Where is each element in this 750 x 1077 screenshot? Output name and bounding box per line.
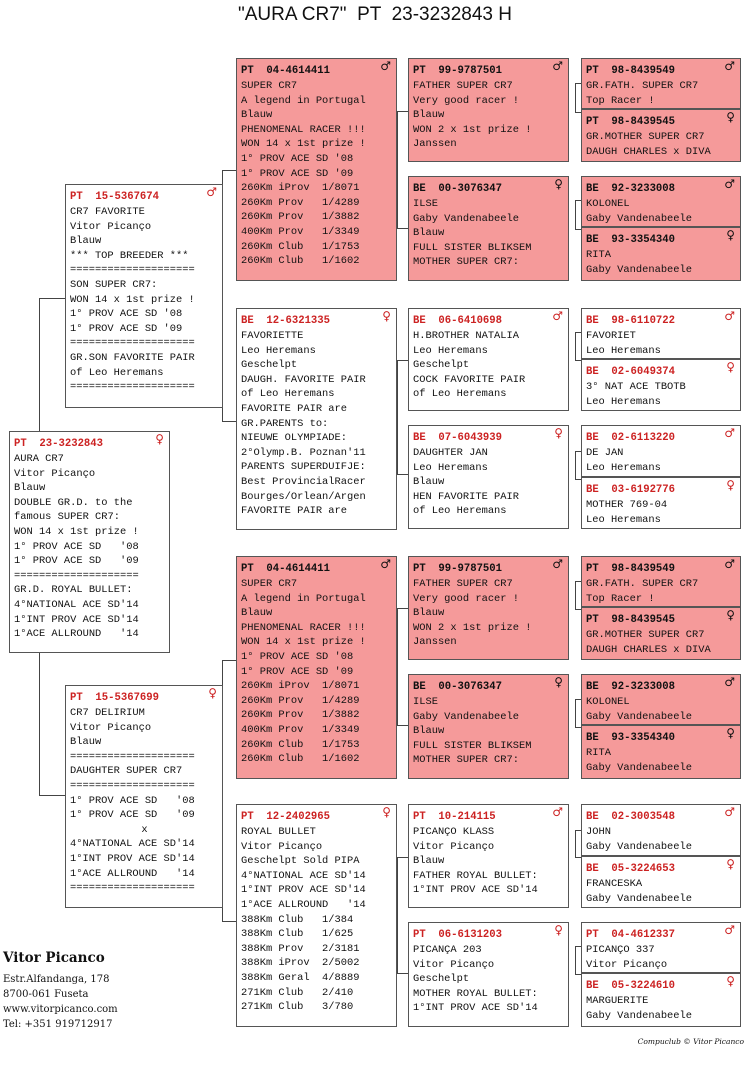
- ring-number: PT 98-8439549: [586, 65, 676, 77]
- pedigree-card-grandmother-super-cr7: [581, 109, 741, 162]
- connector-line: [397, 360, 408, 361]
- pedigree-card-grandmother-super-cr7: [581, 607, 741, 660]
- divider-line: ====================: [70, 381, 195, 394]
- card-line: 1°INT PROV ACE SD'14: [413, 884, 538, 897]
- female-symbol-icon: ♀: [726, 360, 735, 374]
- connector-line: [397, 111, 408, 112]
- ring-number: BE 98-6110722: [586, 315, 676, 327]
- card-line: Leo Heremans: [241, 344, 316, 357]
- card-line: Blauw: [413, 476, 445, 489]
- card-line: Blauw: [70, 235, 102, 248]
- card-line: Gaby Vandenabeele: [586, 840, 693, 853]
- male-symbol-icon: ♂: [724, 923, 735, 937]
- female-symbol-icon: ♀: [726, 974, 735, 988]
- card-line: 1°INT PROV ACE SD'14: [14, 613, 139, 626]
- card-line: Blauw: [413, 725, 445, 738]
- card-line: 1° PROV ACE SD '09: [241, 665, 354, 678]
- pedigree-card-de-jan: [581, 425, 741, 477]
- card-line: KOLONEL: [586, 198, 630, 210]
- connector-line: [575, 699, 576, 728]
- card-line: Very good racer !: [413, 94, 520, 107]
- female-symbol-icon: ♀: [726, 726, 735, 740]
- card-line: RITA: [586, 747, 611, 759]
- card-line: Geschelpt: [413, 359, 470, 372]
- pedigree-card-john: [581, 804, 741, 856]
- pedigree-card-father-super-cr7: [408, 58, 569, 162]
- card-line: WON 2 x 1st prize !: [413, 621, 532, 634]
- pedigree-card-mother-769: [581, 477, 741, 529]
- female-symbol-icon: ♀: [554, 675, 563, 689]
- card-line: Gaby Vandenabeele: [586, 212, 693, 225]
- connector-line: [397, 228, 408, 229]
- website-link[interactable]: www.vitorpicanco.com: [3, 1004, 118, 1015]
- pedigree-card-royal-bullet: [236, 804, 397, 1027]
- pedigree-card-kolonel: [581, 674, 741, 725]
- male-symbol-icon: ♂: [206, 185, 217, 199]
- female-symbol-icon: ♀: [726, 608, 735, 622]
- card-line: Blauw: [241, 109, 273, 122]
- card-line: 1° PROV ACE SD '09: [70, 809, 195, 822]
- pedigree-card-picanco-klass: [408, 804, 569, 908]
- card-line: PICANÇA 203: [413, 944, 482, 956]
- ring-number: PT 04-4612337: [586, 929, 676, 941]
- ring-number: PT 12-2402965: [241, 811, 331, 823]
- card-line: GR.FATH. SUPER CR7: [586, 578, 699, 590]
- card-line: Vitor Picanço: [14, 467, 96, 480]
- card-line: FULL SISTER BLIKSEM: [413, 739, 532, 752]
- card-line: Geschelpt: [241, 359, 298, 372]
- card-line: FATHER ROYAL BULLET:: [413, 869, 538, 882]
- card-line: 4°NATIONAL ACE SD'14: [14, 598, 139, 611]
- card-line: Leo Heremans: [413, 461, 488, 474]
- pedigree-card-marguerite: [581, 973, 741, 1027]
- card-line: CR7 DELIRIUM: [70, 707, 145, 719]
- card-line: Blauw: [413, 227, 445, 240]
- card-line: WON 14 x 1st prize !: [241, 636, 366, 649]
- card-line: WON 14 x 1st prize !: [241, 138, 366, 151]
- female-symbol-icon: ♀: [726, 228, 735, 242]
- card-line: 260Km Prov 1/4289: [241, 196, 360, 209]
- card-line: DE JAN: [586, 447, 624, 459]
- card-line: SON SUPER CR7:: [70, 278, 158, 291]
- connector-line: [39, 298, 40, 432]
- card-line: 1°INT PROV ACE SD'14: [241, 884, 366, 897]
- ring-number: BE 93-3354340: [586, 732, 676, 744]
- female-symbol-icon: ♀: [554, 426, 563, 440]
- pedigree-card-father-super-cr7: [408, 556, 569, 660]
- card-line: Vitor Picanço: [70, 220, 152, 233]
- male-symbol-icon: ♂: [552, 805, 563, 819]
- card-line: 260Km iProv 1/8071: [241, 680, 360, 693]
- breeder-name: Vitor Picanco: [3, 950, 105, 966]
- female-symbol-icon: ♀: [726, 857, 735, 871]
- male-symbol-icon: ♂: [380, 59, 391, 73]
- pedigree-card-ilse: [408, 674, 569, 779]
- card-line: RITA: [586, 249, 611, 261]
- pedigree-card-rita: [581, 725, 741, 779]
- male-symbol-icon: ♂: [724, 675, 735, 689]
- ring-number: BE 05-3224653: [586, 863, 676, 875]
- card-line: A legend in Portugal: [241, 592, 366, 605]
- ring-number: BE 92-3233008: [586, 681, 676, 693]
- card-line: Gaby Vandenabeele: [586, 263, 693, 276]
- connector-line: [222, 170, 236, 171]
- card-line: of Leo Heremans: [413, 505, 507, 518]
- card-line: 400Km Prov 1/3349: [241, 225, 360, 238]
- card-line: Vitor Picanço: [413, 958, 495, 971]
- pedigree-card-grandfather-super-cr7: [581, 58, 741, 109]
- card-line: FULL SISTER BLIKSEM: [413, 241, 532, 254]
- card-line: Leo Heremans: [413, 344, 488, 357]
- ring-number: PT 23-3232843: [14, 438, 104, 450]
- ring-number: PT 06-6131203: [413, 929, 503, 941]
- card-line: 1° PROV ACE SD '09: [241, 167, 354, 180]
- connector-line: [397, 360, 398, 475]
- card-line: *** TOP BREEDER ***: [70, 249, 189, 262]
- card-line: SUPER CR7: [241, 578, 298, 590]
- connector-line: [39, 795, 65, 796]
- ring-number: PT 98-8439549: [586, 563, 676, 575]
- card-line: COCK FAVORITE PAIR: [413, 373, 526, 386]
- card-line: ILSE: [413, 696, 438, 708]
- connector-line: [397, 857, 398, 974]
- card-line: famous SUPER CR7:: [14, 511, 121, 524]
- card-line: FAVORITE PAIR are: [241, 505, 348, 518]
- divider-line: ====================: [70, 882, 195, 895]
- card-line: WON 2 x 1st prize !: [413, 123, 532, 136]
- ring-number: PT 99-9787501: [413, 563, 503, 575]
- ring-number: BE 02-3003548: [586, 811, 676, 823]
- phone-number: Tel: +351 919712917: [3, 1019, 113, 1030]
- divider-line: ====================: [14, 569, 139, 582]
- card-line: GR.PARENTS to:: [241, 417, 329, 430]
- pedigree-card-dam: [65, 685, 223, 908]
- card-line: Blauw: [413, 607, 445, 620]
- card-line: x: [141, 823, 148, 836]
- card-line: Blauw: [413, 855, 445, 868]
- card-line: DAUGHTER JAN: [413, 447, 488, 459]
- card-line: Leo Heremans: [586, 461, 661, 474]
- card-line: Janssen: [413, 138, 457, 151]
- connector-line: [39, 298, 65, 299]
- card-line: FAVORIET: [586, 330, 636, 342]
- male-symbol-icon: ♂: [724, 805, 735, 819]
- card-line: Leo Heremans: [586, 513, 661, 526]
- card-line: FAVORITE PAIR are: [241, 402, 348, 415]
- connector-line: [575, 946, 576, 975]
- connector-line: [575, 332, 576, 361]
- ring-number: BE 03-6192776: [586, 484, 676, 496]
- card-line: Blauw: [413, 109, 445, 122]
- card-line: Vitor Picanço: [413, 840, 495, 853]
- card-line: of Leo Heremans: [413, 388, 507, 401]
- card-line: Gaby Vandenabeele: [586, 1009, 693, 1022]
- pedigree-card-favoriette: [236, 308, 397, 530]
- card-line: FATHER SUPER CR7: [413, 80, 513, 92]
- connector-line: [397, 608, 408, 609]
- ring-number: BE 05-3224610: [586, 980, 676, 992]
- male-symbol-icon: ♂: [724, 177, 735, 191]
- ring-number: PT 04-4614411: [241, 563, 331, 575]
- card-line: PHENOMENAL RACER !!!: [241, 123, 366, 136]
- ring-number: PT 99-9787501: [413, 65, 503, 77]
- card-line: FAVORIETTE: [241, 330, 304, 342]
- card-line: 1° PROV ACE SD '08: [241, 152, 354, 165]
- card-line: Leo Heremans: [586, 395, 661, 408]
- divider-line: ====================: [70, 264, 195, 277]
- female-symbol-icon: ♀: [554, 923, 563, 937]
- card-line: 260Km iProv 1/8071: [241, 182, 360, 195]
- male-symbol-icon: ♂: [724, 309, 735, 323]
- divider-line: ====================: [70, 779, 195, 792]
- card-line: DOUBLE GR.D. to the: [14, 496, 133, 509]
- card-line: Geschelpt Sold PIPA: [241, 855, 360, 868]
- pedigree-card-grandfather-super-cr7: [581, 556, 741, 607]
- card-line: Gaby Vandenabeele: [586, 710, 693, 723]
- card-line: ROYAL BULLET: [241, 826, 316, 838]
- card-line: MOTHER 769-04: [586, 499, 668, 511]
- card-line: 4°NATIONAL ACE SD'14: [241, 869, 366, 882]
- address-street: Estr.Alfandanga, 178: [3, 974, 110, 985]
- female-symbol-icon: ♀: [726, 478, 735, 492]
- card-line: 400Km Prov 1/3349: [241, 723, 360, 736]
- card-line: GR.D. ROYAL BULLET:: [14, 584, 133, 597]
- card-line: PICANÇO 337: [586, 944, 655, 956]
- card-line: KOLONEL: [586, 696, 630, 708]
- card-line: 1° PROV ACE SD '08: [14, 540, 139, 553]
- pedigree-card-franceska: [581, 856, 741, 908]
- ring-number: BE 93-3354340: [586, 234, 676, 246]
- ring-number: BE 00-3076347: [413, 681, 503, 693]
- card-line: Vitor Picanço: [241, 840, 323, 853]
- card-line: Vitor Picanço: [70, 721, 152, 734]
- card-line: MOTHER ROYAL BULLET:: [413, 987, 538, 1000]
- connector-line: [575, 200, 576, 230]
- divider-line: ====================: [70, 750, 195, 763]
- card-line: GR.SON FAVORITE PAIR: [70, 351, 195, 364]
- card-line: 260Km Prov 1/4289: [241, 694, 360, 707]
- page-title: "AURA CR7" PT 23-3232843 H: [238, 4, 512, 25]
- card-line: Blauw: [14, 482, 46, 495]
- card-line: 260Km Prov 1/3882: [241, 709, 360, 722]
- female-symbol-icon: ♀: [554, 177, 563, 191]
- connector-line: [222, 421, 236, 422]
- card-line: 260Km Club 1/1753: [241, 240, 360, 253]
- pedigree-card-supercr7-bottom: [236, 556, 397, 779]
- pedigree-card-natalia: [408, 308, 569, 411]
- female-symbol-icon: ♀: [208, 686, 217, 700]
- male-symbol-icon: ♂: [724, 59, 735, 73]
- pedigree-card-subject: [9, 431, 170, 653]
- connector-line: [397, 725, 408, 726]
- card-line: 260Km Prov 1/3882: [241, 211, 360, 224]
- breeder-contact: [3, 950, 118, 1032]
- card-line: Gaby Vandenabeele: [586, 761, 693, 774]
- connector-line: [397, 111, 398, 229]
- connector-line: [397, 857, 408, 858]
- card-line: 3° NAT ACE TBOTB: [586, 381, 686, 393]
- connector-line: [397, 474, 408, 475]
- card-line: Best ProvincialRacer: [241, 475, 366, 488]
- ring-number: PT 10-214115: [413, 811, 496, 823]
- connector-line: [222, 921, 236, 922]
- card-line: of Leo Heremans: [70, 366, 164, 379]
- card-line: Gaby Vandenabeele: [586, 892, 693, 905]
- female-symbol-icon: ♀: [155, 432, 164, 446]
- connector-line: [575, 83, 576, 113]
- ring-number: PT 98-8439545: [586, 116, 676, 128]
- card-line: 271Km Club 3/780: [241, 1001, 354, 1014]
- male-symbol-icon: ♂: [724, 426, 735, 440]
- card-line: 1° PROV ACE SD '08: [70, 308, 183, 321]
- female-symbol-icon: ♀: [382, 805, 391, 819]
- card-line: 271Km Club 2/410: [241, 986, 354, 999]
- card-line: WON 14 x 1st prize !: [14, 525, 139, 538]
- card-line: MARGUERITE: [586, 995, 649, 1007]
- male-symbol-icon: ♂: [724, 557, 735, 571]
- card-line: WON 14 x 1st prize !: [70, 293, 195, 306]
- card-line: DAUGH CHARLES x DIVA: [586, 643, 711, 656]
- card-line: PHENOMENAL RACER !!!: [241, 621, 366, 634]
- card-line: GR.MOTHER SUPER CR7: [586, 629, 705, 641]
- male-symbol-icon: ♂: [552, 309, 563, 323]
- software-credit: Compuclub © Vitor Picanco: [637, 1037, 744, 1046]
- card-line: 260Km Club 1/1753: [241, 738, 360, 751]
- card-line: HEN FAVORITE PAIR: [413, 490, 520, 503]
- ring-number: PT 98-8439545: [586, 614, 676, 626]
- card-line: DAUGH CHARLES x DIVA: [586, 145, 711, 158]
- connector-line: [575, 451, 576, 480]
- card-line: 1° PROV ACE SD '09: [70, 322, 183, 335]
- card-line: Geschelpt: [413, 973, 470, 986]
- card-line: Vitor Picanço: [586, 958, 668, 971]
- pedigree-card-picanca-203: [408, 922, 569, 1027]
- pedigree-card-picanco-337: [581, 922, 741, 973]
- pedigree-card-ilse: [408, 176, 569, 281]
- pedigree-card-favoriet: [581, 308, 741, 359]
- ring-number: BE 07-6043939: [413, 432, 503, 444]
- card-line: Bourges/Orlean/Argen: [241, 490, 366, 503]
- card-line: 388Km Club 1/384: [241, 913, 354, 926]
- card-line: GR.MOTHER SUPER CR7: [586, 131, 705, 143]
- card-line: Top Racer !: [586, 592, 655, 605]
- pedigree-card-rita: [581, 227, 741, 281]
- card-line: PARENTS SUPERDUIFJE:: [241, 461, 366, 474]
- card-line: 1° PROV ACE SD '08: [241, 650, 354, 663]
- ring-number: BE 92-3233008: [586, 183, 676, 195]
- male-symbol-icon: ♂: [552, 59, 563, 73]
- male-symbol-icon: ♂: [380, 557, 391, 571]
- card-line: NIEUWE OLYMPIADE:: [241, 432, 348, 445]
- ring-number: BE 12-6321335: [241, 315, 331, 327]
- card-line: 2°Olymp.B. Poznan'11: [241, 446, 366, 459]
- card-line: JOHN: [586, 826, 611, 838]
- connector-line: [575, 581, 576, 610]
- pedigree-card-nat-ace-hen: [581, 359, 741, 411]
- ring-number: BE 00-3076347: [413, 183, 503, 195]
- card-line: 1°ACE ALLROUND '14: [241, 898, 366, 911]
- card-line: Leo Heremans: [586, 344, 661, 357]
- connector-line: [222, 660, 236, 661]
- card-line: 1°INT PROV ACE SD'14: [70, 852, 195, 865]
- card-line: 1°ACE ALLROUND '14: [70, 867, 195, 880]
- ring-number: PT 15-5367674: [70, 191, 160, 203]
- connector-line: [397, 608, 398, 726]
- address-city: 8700-061 Fuseta: [3, 989, 89, 1000]
- card-line: 388Km Geral 4/8889: [241, 971, 360, 984]
- card-line: SUPER CR7: [241, 80, 298, 92]
- card-line: 388Km iProv 2/5002: [241, 957, 360, 970]
- card-line: 260Km Club 1/1602: [241, 255, 360, 268]
- pedigree-card-sire: [65, 184, 223, 408]
- card-line: 1° PROV ACE SD '08: [70, 794, 195, 807]
- card-line: CR7 FAVORITE: [70, 206, 145, 218]
- male-symbol-icon: ♂: [552, 557, 563, 571]
- card-line: Gaby Vandenabeele: [413, 212, 520, 225]
- card-line: H.BROTHER NATALIA: [413, 330, 520, 342]
- card-line: 388Km Club 1/625: [241, 928, 354, 941]
- ring-number: BE 06-6410698: [413, 315, 503, 327]
- pedigree-card-kolonel: [581, 176, 741, 227]
- card-line: MOTHER SUPER CR7:: [413, 754, 520, 767]
- connector-line: [397, 973, 408, 974]
- card-line: GR.FATH. SUPER CR7: [586, 80, 699, 92]
- card-line: 260Km Club 1/1602: [241, 753, 360, 766]
- card-line: 4°NATIONAL ACE SD'14: [70, 838, 195, 851]
- ring-number: BE 02-6113220: [586, 432, 676, 444]
- card-line: A legend in Portugal: [241, 94, 366, 107]
- card-line: 388Km Prov 2/3181: [241, 942, 360, 955]
- ring-number: BE 02-6049374: [586, 366, 676, 378]
- card-line: Blauw: [241, 607, 273, 620]
- card-line: 1°ACE ALLROUND '14: [14, 628, 139, 641]
- female-symbol-icon: ♀: [726, 110, 735, 124]
- card-line: 1° PROV ACE SD '09: [14, 555, 139, 568]
- card-line: FATHER SUPER CR7: [413, 578, 513, 590]
- female-symbol-icon: ♀: [382, 309, 391, 323]
- card-line: DAUGH. FAVORITE PAIR: [241, 373, 366, 386]
- pedigree-card-supercr7-top: [236, 58, 397, 281]
- card-line: MOTHER SUPER CR7:: [413, 256, 520, 269]
- pedigree-card-jan: [408, 425, 569, 529]
- connector-line: [39, 652, 40, 796]
- card-line: Blauw: [70, 736, 102, 749]
- card-line: AURA CR7: [14, 453, 64, 465]
- card-line: Gaby Vandenabeele: [413, 710, 520, 723]
- ring-number: PT 15-5367699: [70, 692, 160, 704]
- card-line: Top Racer !: [586, 94, 655, 107]
- connector-line: [575, 830, 576, 858]
- card-line: PICANÇO KLASS: [413, 826, 495, 838]
- divider-line: ====================: [70, 337, 195, 350]
- ring-number: PT 04-4614411: [241, 65, 331, 77]
- card-line: ILSE: [413, 198, 438, 210]
- card-line: 1°INT PROV ACE SD'14: [413, 1002, 538, 1015]
- card-line: Janssen: [413, 636, 457, 649]
- card-line: DAUGHTER SUPER CR7: [70, 765, 183, 778]
- card-line: Very good racer !: [413, 592, 520, 605]
- card-line: of Leo Heremans: [241, 388, 335, 401]
- card-line: FRANCESKA: [586, 878, 643, 890]
